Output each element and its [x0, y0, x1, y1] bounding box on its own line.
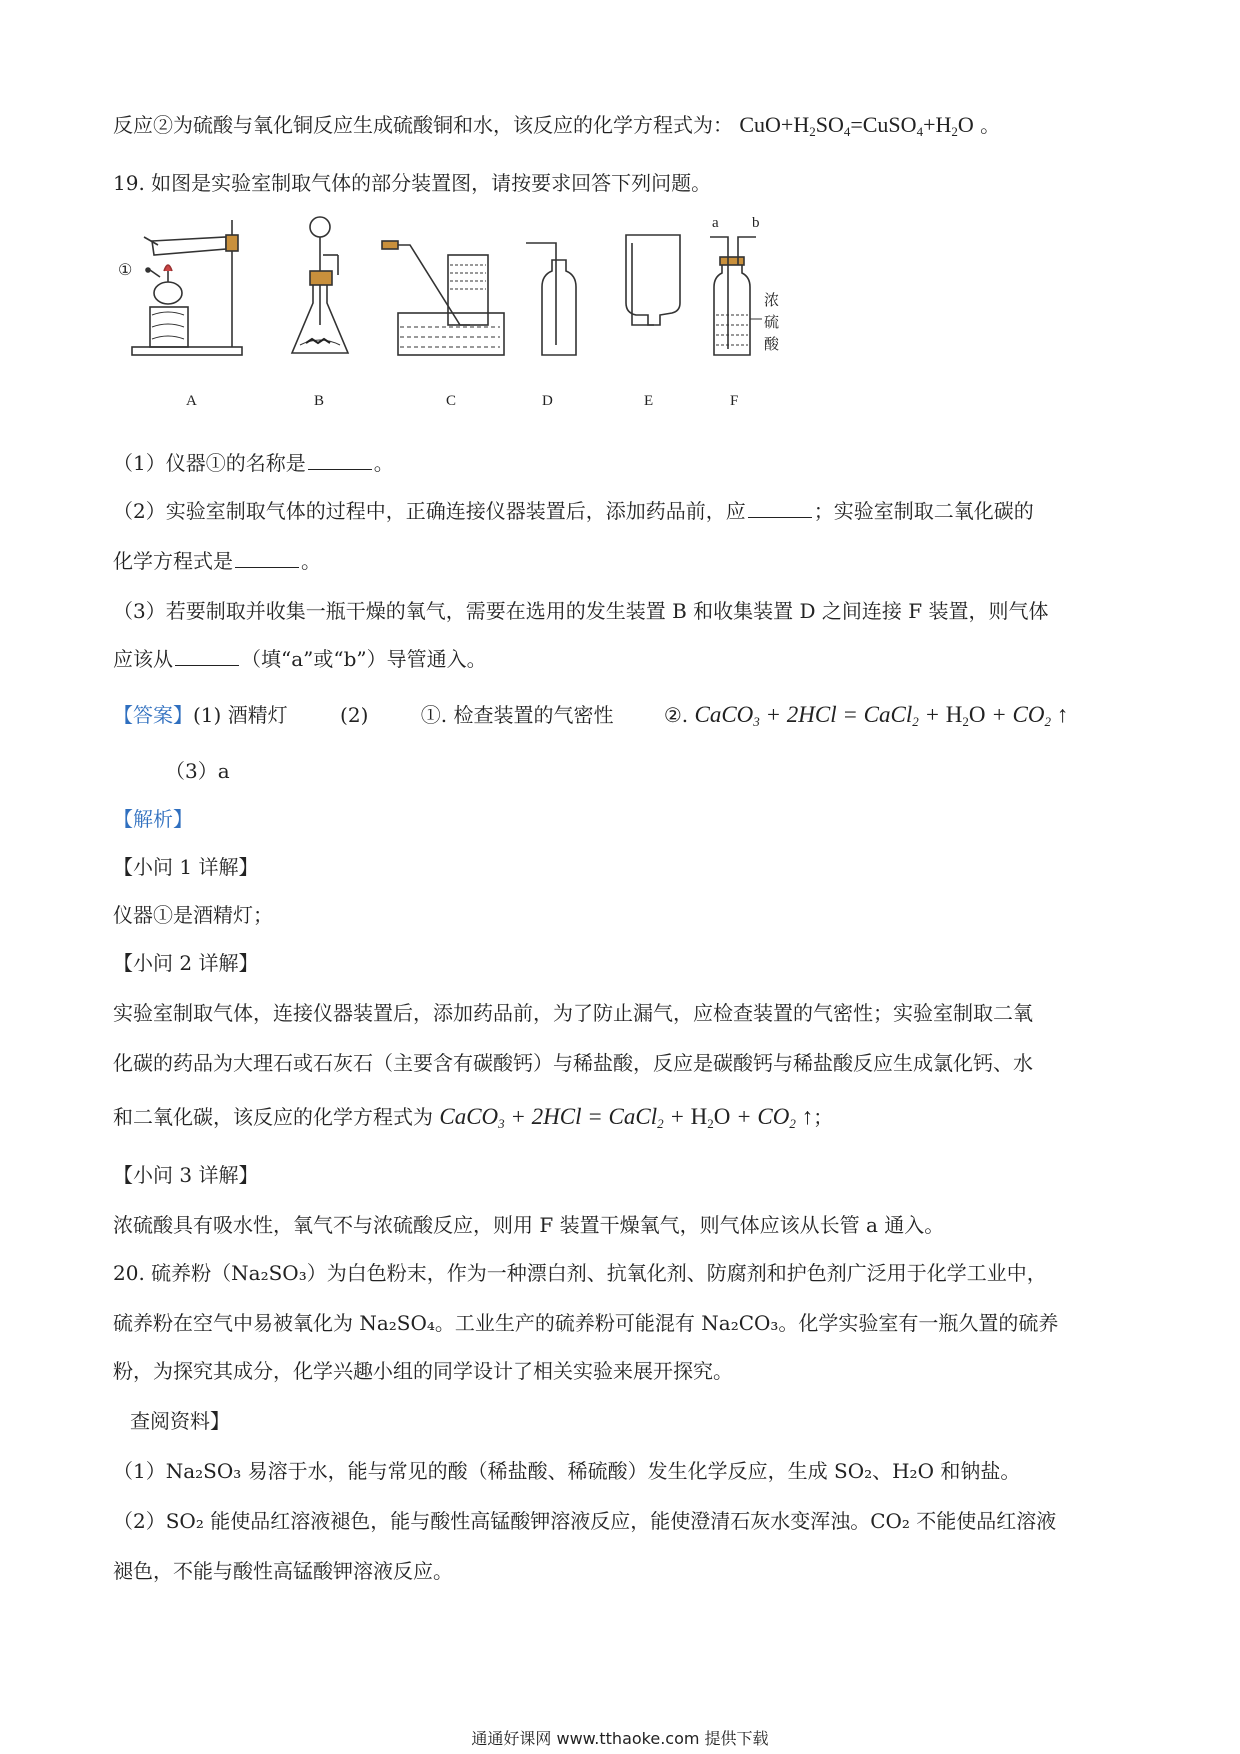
q20-line1: 20. 硫养粉（Na₂SO₃）为白色粉末，作为一种漂白剂、抗氧化剂、防腐剂和护色剂广泛用于化学工业中， [113, 1261, 1047, 1285]
footer-watermark: 通通好课网 www.tthaoke.com 提供下载 [471, 1729, 769, 1748]
answer-3: （3）a [165, 759, 230, 783]
q20-reference-title: 查阅资料】 [130, 1409, 230, 1433]
label-f: F [730, 393, 739, 409]
blank-3 [235, 549, 299, 568]
equation-caco3-analysis: CaCO$_3$ + 2HCl = CaCl$_2$ + $H_2O + CO_2$ ↑ [439, 1104, 814, 1131]
blank-1 [308, 451, 372, 470]
apparatus-f [710, 215, 780, 355]
answer-line: 【答案】(1) 酒精灯 (2) ①. 检查装置的气密性 ②. CaCO$_3$ + 2HCl = CaCl$_2$ + $H_2O + CO_2$ ↑ [113, 702, 1069, 729]
question-19-2a: （2）实验室制取气体的过程中，正确连接仪器装置后，添加药品前，应 ；实验室制取二氧化碳的 [113, 499, 1034, 523]
label-d: D [542, 393, 553, 409]
q20-ref-2b: 褪色，不能与酸性高锰酸钾溶液反应。 [113, 1559, 453, 1583]
blank-4 [175, 647, 239, 666]
q20-line3: 粉，为探究其成分，化学兴趣小组的同学设计了相关实验来展开探究。 [113, 1359, 733, 1383]
sub1-text: 仪器①是酒精灯； [113, 903, 273, 927]
question-19-3b: 应该从 （填“a”或“b”）导管通入。 [113, 647, 487, 671]
sub2-title: 【小问 2 详解】 [113, 951, 259, 975]
text-reaction-2: 反应②为硫酸与氧化铜反应生成硫酸铜和水，该反应的化学方程式为： $CuO+H_2SO_4=CuSO_4+H_2O$ 。 [113, 112, 1001, 139]
q20-ref-1: （1）Na₂SO₃ 易溶于水，能与常见的酸（稀盐酸、稀硫酸）发生化学反应，生成 SO₂、H₂O 和钠盐。 [113, 1459, 1021, 1483]
label-e: E [644, 393, 654, 409]
sub2-line2: 化碳的药品为大理石或石灰石（主要含有碳酸钙）与稀盐酸，反应是碳酸钙与稀盐酸反应生成氯化钙、水 [113, 1051, 1033, 1075]
port-b-label: b [752, 215, 760, 231]
apparatus-e [626, 235, 680, 325]
apparatus-b [292, 217, 348, 353]
blank-2 [748, 499, 812, 518]
question-19-3a: （3）若要制取并收集一瓶干燥的氧气，需要在选用的发生装置 B 和收集装置 D 之间连接 F 装置，则气体 [113, 599, 1049, 623]
sub3-title: 【小问 3 详解】 [113, 1163, 259, 1187]
label-c: C [446, 393, 457, 409]
label-b: B [314, 393, 325, 409]
equation-cuo: $CuO+H_2SO_4=CuSO_4+H_2O$ [739, 112, 974, 139]
acid-label-1: 浓 [764, 293, 780, 309]
sub3-text: 浓硫酸具有吸水性，氧气不与浓硫酸反应，则用 F 装置干燥氧气，则气体应该从长管 a 通入。 [113, 1213, 945, 1237]
port-a-label: a [712, 215, 719, 231]
q20-ref-2a: （2）SO₂ 能使品红溶液褪色，能与酸性高锰酸钾溶液反应，能使澄清石灰水变浑浊。CO₂ 不能使品红溶液 [113, 1509, 1057, 1533]
sub2-line1: 实验室制取气体，连接仪器装置后，添加药品前，为了防止漏气，应检查装置的气密性；实验室制取二氧 [113, 1001, 1033, 1025]
question-19-stem: 19. 如图是实验室制取气体的部分装置图，请按要求回答下列问题。 [113, 171, 712, 195]
sub1-title: 【小问 1 详解】 [113, 855, 259, 879]
apparatus-figure [118, 215, 910, 415]
apparatus-a [118, 220, 242, 355]
marker-1: ① [118, 262, 133, 279]
question-19-2b: 化学方程式是 。 [113, 549, 321, 573]
acid-label-2: 硫 [764, 315, 780, 331]
equation-caco3-answer: CaCO$_3$ + 2HCl = CaCl$_2$ + $H_2O + CO_2$ ↑ [694, 702, 1069, 729]
apparatus-d [526, 243, 576, 355]
question-19-1: （1）仪器①的名称是 。 [113, 451, 394, 475]
analysis-tag: 【解析】 [113, 807, 193, 831]
label-a: A [186, 393, 197, 409]
acid-label-3: 酸 [764, 337, 780, 353]
sub2-line3: 和二氧化碳，该反应的化学方程式为 CaCO$_3$ + 2HCl = CaCl$_2$ + $H_2O + CO_2$ ↑； [113, 1104, 834, 1131]
apparatus-c [382, 241, 504, 355]
q20-line2: 硫养粉在空气中易被氧化为 Na₂SO₄。工业生产的硫养粉可能混有 Na₂CO₃。化学实验室有一瓶久置的硫养 [113, 1311, 1059, 1335]
